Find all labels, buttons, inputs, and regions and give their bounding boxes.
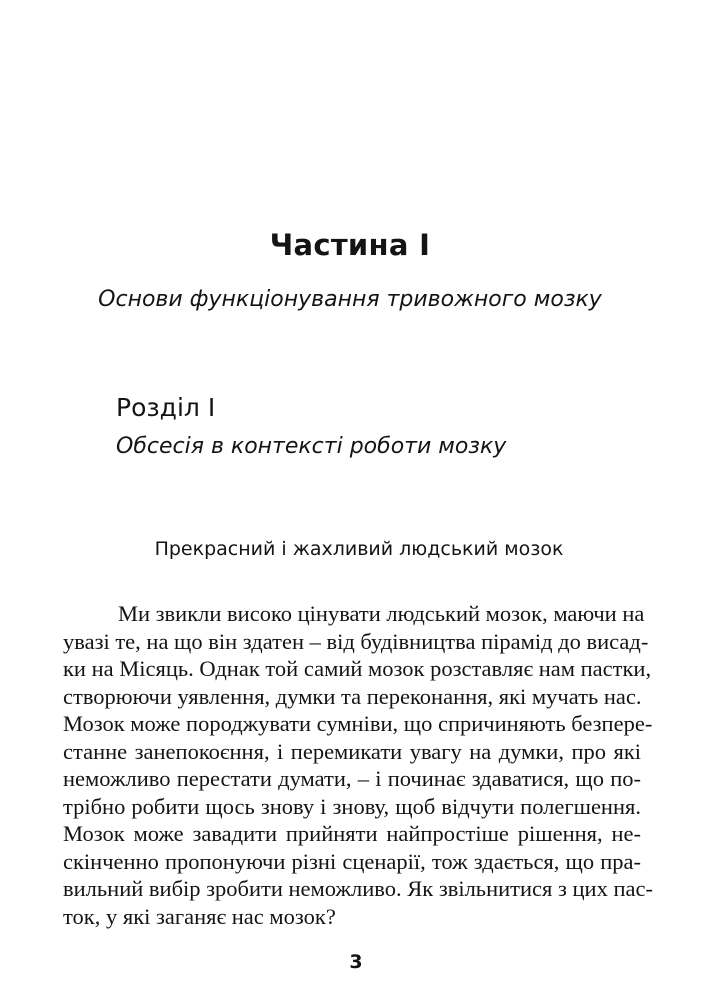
body-line: ки на Місяць. Однак той самий мозок розставляє нам пастки, bbox=[63, 656, 652, 681]
body-line: Мозок може породжувати сумніви, що спричиняють безпере- bbox=[63, 711, 653, 736]
body-line: ток, у які заганяє нас мозок? bbox=[63, 903, 336, 929]
page-number: 3 bbox=[349, 951, 363, 973]
body-line: трібно робити щось знову і знову, щоб відчути полегшення. bbox=[63, 793, 641, 819]
body-line: Мозок може завадити прийняти найпростіше рішення, не- bbox=[63, 821, 641, 846]
body-line: створюючи уявлення, думки та переконання, які мучать нас. bbox=[63, 683, 642, 709]
body-line: неможливо перестати думати, – і починає здаватися, що по- bbox=[63, 766, 641, 791]
body-paragraph bbox=[63, 600, 653, 930]
body-line: станне занепокоєння, і перемикати увагу на думки, про які bbox=[63, 738, 641, 764]
chapter-title: Обсесія в контексті роботи мозку bbox=[116, 434, 507, 459]
body-line: Ми звикли високо цінувати людський мозок, маючи на bbox=[118, 601, 645, 626]
part-title: Частина I bbox=[269, 228, 431, 262]
section-heading: Прекрасний і жахливий людський мозок bbox=[154, 538, 564, 560]
body-line: вильний вибір зробити неможливо. Як звільнитися з цих пас- bbox=[63, 876, 653, 901]
chapter-label: Розділ I bbox=[116, 393, 216, 422]
part-subtitle: Основи функціонування тривожного мозку bbox=[98, 287, 602, 312]
body-line: увазі те, на що він здатен – від будівництва пірамід до висад- bbox=[63, 628, 649, 654]
body-line: скінченно пропонуючи різні сценарії, тож здається, що пра- bbox=[63, 848, 641, 874]
